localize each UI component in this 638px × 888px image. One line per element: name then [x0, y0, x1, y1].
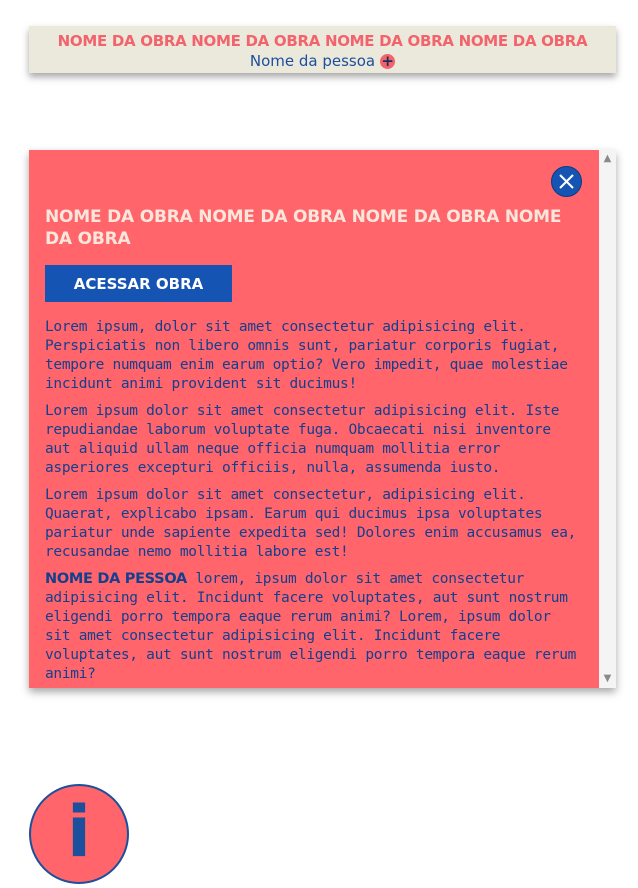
person-paragraph-text: lorem, ipsum dolor sit amet consectetur adipisicing elit. Incidunt facere voluptates, aut sunt nostrum eligendi porro tempora eaque rerum animi? Lorem, ipsum dolor sit amet consectetur adipisicing elit. Incidunt facere voluptates, aut sunt nostrum eligendi porro tempora eaque rerum animi? [45, 571, 577, 682]
modal-scrollbar[interactable] [599, 150, 616, 688]
description-paragraph-person [45, 570, 581, 684]
info-icon: i [67, 791, 91, 873]
description-paragraph: Lorem ipsum dolor sit amet consectetur, adipisicing elit. Quaerat, explicabo ipsam. Earum qui ducimus ipsa voluptates pariatur unde sapiente expedita sed! Dolores enim accusamus ea, recusandae nemo mollitia labore est! [45, 487, 577, 560]
close-icon [552, 167, 581, 196]
description-paragraph: Lorem ipsum dolor sit amet consectetur adipisicing elit. Iste repudiandae laborum voluptate fuga. Obcaecati nisi inventore aut aliquid ullam neque officia numquam mollitia error asperiores excepturi officiis, nulla, assumenda iusto. [45, 403, 560, 476]
access-work-button[interactable]: ACESSAR OBRA [45, 265, 232, 302]
person-row [29, 52, 616, 70]
close-button[interactable] [551, 166, 582, 197]
plus-icon[interactable]: + [381, 51, 394, 70]
person-name-bold: NOME DA PESSOA [45, 571, 187, 587]
work-title: NOME DA OBRA NOME DA OBRA NOME DA OBRA NOME DA OBRA [57, 32, 588, 50]
modal-title: NOME DA OBRA NOME DA OBRA NOME DA OBRA NOME DA OBRA [45, 207, 562, 249]
info-button[interactable] [29, 784, 129, 884]
work-modal [29, 150, 616, 688]
description-paragraph: Lorem ipsum, dolor sit amet consectetur adipisicing elit. Perspiciatis non libero omnis sunt, pariatur corporis fugiat, tempore numquam enim earum optio? Vero impedit, quae molestiae incidunt animi provident sit ducimus! [45, 319, 568, 392]
scroll-up-arrow-icon[interactable]: ▲ [603, 153, 612, 164]
person-name[interactable]: Nome da pessoa [249, 52, 376, 70]
work-card[interactable] [29, 26, 616, 73]
modal-description [45, 318, 581, 688]
scroll-down-arrow-icon[interactable]: ▼ [603, 673, 612, 684]
